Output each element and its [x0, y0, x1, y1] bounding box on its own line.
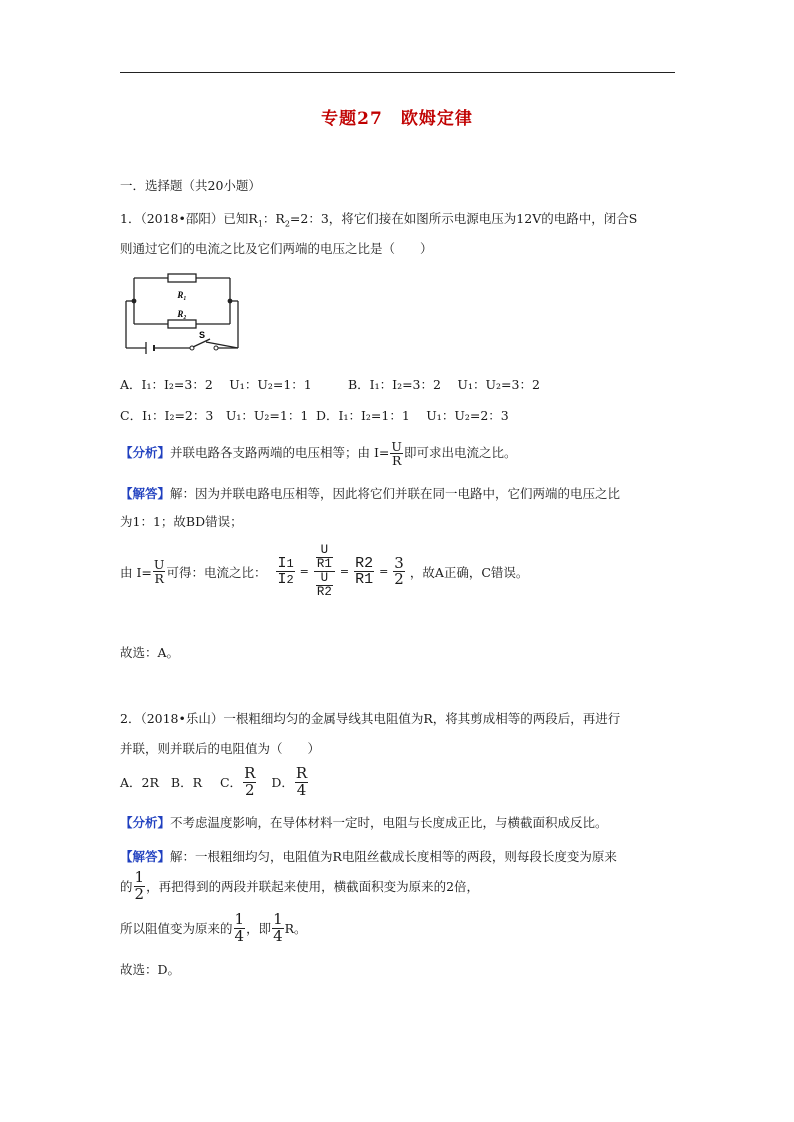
q1-equation: 由 I= $\frac{U}{R}$ 可得：电流之比： $\frac{I1}{I2}$ = $\frac{\frac{U}{R1}}{\frac{U}{R2}}$ = $\frac{R2}{R1}$ = $\frac{3}{2}$ ，故A正确，C错误。	[120, 543, 529, 600]
q1-choice: 故选：A。	[120, 645, 180, 660]
fraction-one-half: $\frac{1}{2}$	[134, 868, 145, 903]
q2-options	[120, 766, 309, 799]
r2-label: R₂	[177, 309, 187, 319]
circuit-diagram	[118, 266, 248, 356]
q1-option-d: D．I₁：I₂=1：1 U₁：U₂=2：3	[316, 408, 509, 423]
fraction-u-over-r: $\frac{U}{R}$	[391, 439, 402, 469]
section-heading: 一．选择题（共20小题）	[120, 178, 261, 193]
fraction-i1-over-i2: $\frac{I1}{I2}$	[277, 554, 294, 589]
q1-stem-line1: 1．（2018•邵阳）已知$R_1$：$R_2=2$：3，将它们接在如图所示电源电压为12V的电路中，闭合S	[120, 211, 638, 229]
q1-option-c: C．I₁：I₂=2：3 U₁：U₂=1：1	[120, 408, 309, 423]
switch-label: S	[198, 330, 206, 340]
fraction-r-over-2: $\frac{R}{2}$	[244, 764, 256, 799]
answer-tag: 【解答】	[120, 486, 171, 501]
header-rule	[120, 72, 675, 73]
switch-contact-right	[214, 346, 218, 350]
fraction-r-over-4: $\frac{R}{4}$	[295, 764, 308, 799]
fraction-r2-over-r1: $\frac{R2}{R1}$	[355, 554, 374, 589]
fraction-u-over-r-2: $\frac{U}{R}$	[153, 557, 165, 587]
switch-lever	[193, 339, 210, 347]
q2-option-d: D．	[271, 775, 294, 791]
q2-stem-line1: 2．（2018•乐山）一根粗细均匀的金属导线其电阻值为R，将其剪成相等的两段后，再进行	[120, 711, 621, 726]
q2-option-b: B．R	[170, 775, 202, 791]
compound-fraction: $\frac{\frac{U}{R1}}{\frac{U}{R2}}$	[314, 544, 335, 600]
fraction-one-quarter: $\frac{1}{4}$	[234, 910, 245, 945]
r1-label: R₁	[177, 290, 187, 300]
q2-option-c: C．	[219, 775, 243, 791]
junction-right	[228, 299, 233, 304]
q2-answer-line2: 的 $\frac{1}{2}$ ，再把得到的两段并联起来使用，横截面积变为原来的2倍，	[120, 868, 480, 903]
q2-choice: 故选：D。	[120, 962, 181, 977]
analysis-tag: 【分析】	[120, 445, 171, 461]
q2-analysis: 【分析】不考虑温度影响，在导体材料一定时，电阻与长度成正比，与横截面积成反比。	[120, 815, 608, 830]
q2-stem-line2: 并联，则并联后的电阻值为（ ）	[120, 741, 321, 756]
fraction-one-quarter-2: $\frac{1}{4}$	[273, 910, 283, 945]
q1-stem-line2: 则通过它们的电流之比及它们两端的电压之比是（ ）	[120, 241, 433, 256]
q1-answer-line2: 为1：1；故BD错误；	[120, 514, 243, 529]
q2-answer-line3: 所以阻值变为原来的 $\frac{1}{4}$ ，即 $\frac{1}{4}$ R。	[120, 910, 307, 945]
fraction-three-halves: $\frac{3}{2}$	[394, 553, 404, 589]
answer-tag-2: 【解答】	[120, 849, 171, 864]
q1-option-a: A．I₁：I₂=3：2 U₁：U₂=1：1	[120, 377, 312, 392]
page-title: 专题27 欧姆定律	[321, 109, 473, 129]
q2-answer-line1: 【解答】解：一根粗细均匀，电阻值为R电阻丝截成长度相等的两段，则每段长度变为原来	[120, 849, 617, 864]
q1-analysis: 【分析】并联电路各支路两端的电压相等；由 I= $\frac{U}{R}$ 即可求出电流之比。	[120, 439, 517, 469]
junction-left	[132, 299, 137, 304]
analysis-tag-2: 【分析】	[120, 815, 171, 830]
q1-option-b: B．I₁：I₂=3：2 U₁：U₂=3：2	[348, 377, 540, 392]
q1-answer-line1: 【解答】解：因为并联电路电压相等，因此将它们并联在同一电路中，它们两端的电压之比	[120, 486, 621, 501]
q2-option-a: A．2R	[120, 775, 159, 791]
